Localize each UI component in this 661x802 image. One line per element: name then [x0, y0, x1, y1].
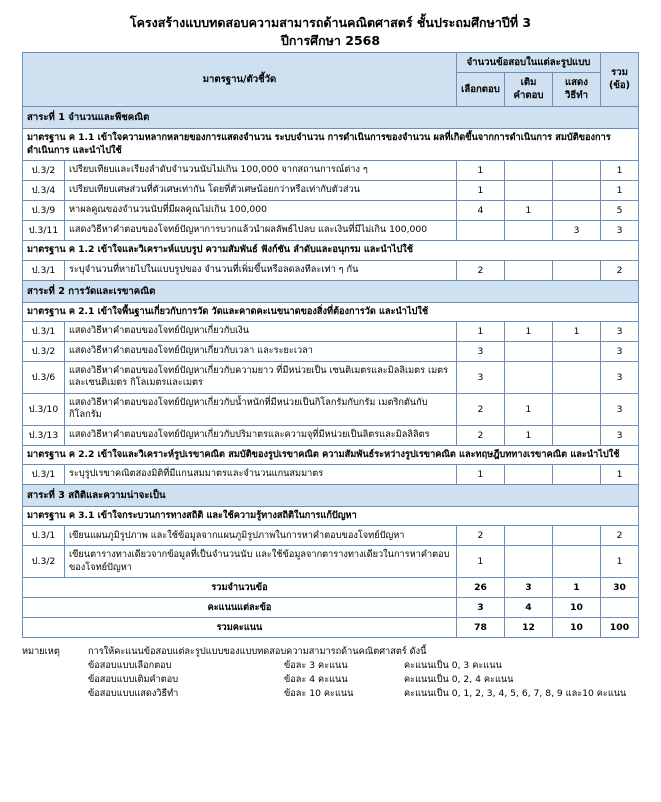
- indicator-description: เขียนตารางทางเดียวจากข้อมูลที่เป็นจำนวนนับ และใช้ข้อมูลจากตารางทางเดียวในการหาคำตอบของโจทย์ปัญหา: [65, 546, 457, 578]
- count-show: [552, 361, 600, 393]
- title-line-1: โครงสร้างแบบทดสอบความสามารถด้านคณิตศาสตร์ ชั้นประถมศึกษาปีที่ 3: [129, 15, 532, 30]
- count-show: [552, 425, 600, 445]
- indicator-description: เปรียบเทียบและเรียงลำดับจำนวนนับไม่เกิน 100,000 จากสถานการณ์ต่าง ๆ: [65, 161, 457, 181]
- note-scale: คะแนนเป็น 0, 1, 2, 3, 4, 5, 6, 7, 8, 9 และ10 คะแนน: [404, 687, 627, 699]
- indicator-code: ป.3/1: [23, 321, 65, 341]
- summary-fill: 12: [504, 618, 552, 638]
- summary-fill: 3: [504, 578, 552, 598]
- count-choice: 4: [456, 201, 504, 221]
- standard-row: [23, 507, 639, 526]
- table-row: [23, 341, 639, 361]
- count-fill: [504, 161, 552, 181]
- indicator-code: ป.3/11: [23, 221, 65, 241]
- count-show: [552, 201, 600, 221]
- header-total: [601, 53, 639, 107]
- count-fill: [504, 361, 552, 393]
- indicator-code: ป.3/9: [23, 201, 65, 221]
- count-fill: [504, 546, 552, 578]
- summary-choice: 3: [456, 598, 504, 618]
- notes-intro: การให้คะแนนข้อสอบแต่ละรูปแบบของแบบทดสอบความสามารถด้านคณิตศาสตร์ ดังนี้: [88, 646, 427, 658]
- summary-total: [601, 598, 639, 618]
- count-show: [552, 341, 600, 361]
- strand-label: สาระที่ 2 การวัดและเรขาคณิต: [23, 280, 639, 302]
- table-row: [23, 161, 639, 181]
- table-row: [23, 260, 639, 280]
- summary-row: [23, 598, 639, 618]
- notes-section: [22, 645, 639, 700]
- count-show: [552, 181, 600, 201]
- standard-row: [23, 302, 639, 321]
- notes-heading: หมายเหตุ: [22, 646, 60, 658]
- note-scale: คะแนนเป็น 0, 3 คะแนน: [404, 660, 502, 672]
- table-row: [23, 425, 639, 445]
- table-row: [23, 181, 639, 201]
- indicator-description: ระบุจำนวนที่หายไปในแบบรูปของ จำนวนที่เพิ่มขึ้นหรือลดลงทีละเท่า ๆ กัน: [65, 260, 457, 280]
- strand-label: สาระที่ 3 สถิติและความน่าจะเป็น: [23, 485, 639, 507]
- count-fill: [504, 181, 552, 201]
- indicator-code: ป.3/1: [23, 526, 65, 546]
- count-fill: [504, 526, 552, 546]
- indicator-description: หาผลคูณของจำนวนนับที่มีผลคูณไม่เกิน 100,000: [65, 201, 457, 221]
- count-choice: 3: [456, 341, 504, 361]
- summary-label: รวมคะแนน: [23, 618, 457, 638]
- note-points: ข้อละ 4 คะแนน: [284, 673, 348, 685]
- count-show: [552, 526, 600, 546]
- note-type: ข้อสอบแบบเลือกตอบ: [88, 660, 172, 672]
- strand-label: สาระที่ 1 จำนวนและพีชคณิต: [23, 107, 639, 129]
- test-structure-table: [22, 52, 639, 638]
- note-line: [88, 687, 639, 701]
- table-row: [23, 526, 639, 546]
- count-fill: 1: [504, 321, 552, 341]
- count-fill: [504, 465, 552, 485]
- summary-choice: 26: [456, 578, 504, 598]
- note-line: [88, 673, 639, 687]
- indicator-code: ป.3/1: [23, 465, 65, 485]
- indicator-code: ป.3/2: [23, 341, 65, 361]
- strand-row: [23, 485, 639, 507]
- indicator-code: ป.3/2: [23, 546, 65, 578]
- count-choice: 2: [456, 260, 504, 280]
- notes-lines: [88, 659, 639, 700]
- standard-row: [23, 445, 639, 464]
- summary-total: 30: [601, 578, 639, 598]
- indicator-description: แสดงวิธีหาคำตอบของโจทย์ปัญหาการบวกแล้วนำผลลัพธ์ไปลบ และเงินที่มีไม่เกิน 100,000: [65, 221, 457, 241]
- count-total: 1: [601, 546, 639, 578]
- count-total: 3: [601, 221, 639, 241]
- count-total: 5: [601, 201, 639, 221]
- note-scale: คะแนนเป็น 0, 2, 4 คะแนน: [404, 673, 514, 685]
- table-body: [23, 107, 639, 638]
- indicator-code: ป.3/1: [23, 260, 65, 280]
- note-type: ข้อสอบแบบแสดงวิธีทำ: [88, 687, 179, 699]
- count-choice: 1: [456, 465, 504, 485]
- count-show: [552, 546, 600, 578]
- count-total: 3: [601, 425, 639, 445]
- summary-show: 1: [552, 578, 600, 598]
- standard-label: มาตรฐาน ค 3.1 เข้าใจกระบวนการทางสถิติ และใช้ความรู้ทางสถิติในการแก้ปัญหา: [23, 507, 639, 526]
- note-points: ข้อละ 10 คะแนน: [284, 687, 354, 699]
- count-total: 3: [601, 321, 639, 341]
- summary-choice: 78: [456, 618, 504, 638]
- indicator-code: ป.3/2: [23, 161, 65, 181]
- table-row: [23, 201, 639, 221]
- count-fill: [504, 221, 552, 241]
- count-choice: 1: [456, 546, 504, 578]
- indicator-code: ป.3/4: [23, 181, 65, 201]
- count-total: 1: [601, 181, 639, 201]
- table-row: [23, 465, 639, 485]
- count-choice: 2: [456, 393, 504, 425]
- count-show: 1: [552, 321, 600, 341]
- count-show: [552, 161, 600, 181]
- count-fill: 1: [504, 393, 552, 425]
- count-choice: 1: [456, 321, 504, 341]
- count-choice: 2: [456, 425, 504, 445]
- indicator-description: เขียนแผนภูมิรูปภาพ และใช้ข้อมูลจากแผนภูมิรูปภาพในการหาคำตอบของโจทย์ปัญหา: [65, 526, 457, 546]
- note-line: [88, 659, 639, 673]
- count-show: 3: [552, 221, 600, 241]
- indicator-description: แสดงวิธีหาคำตอบของโจทย์ปัญหาเกี่ยวกับเงิน: [65, 321, 457, 341]
- standard-label: มาตรฐาน ค 1.1 เข้าใจความหลากหลายของการแสดงจำนวน ระบบจำนวน การดำเนินการของจำนวน ผลที่เกิดขึ้นจากการดำเนินการ สมบัติของการดำเนินการ และนำไปใช้: [23, 129, 639, 161]
- standard-label: มาตรฐาน ค 2.1 เข้าใจพื้นฐานเกี่ยวกับการวัด วัดและคาดคะเนขนาดของสิ่งที่ต้องการวัด และนำไปใช้: [23, 302, 639, 321]
- header-standard: มาตรฐาน/ตัวชี้วัด: [23, 53, 457, 107]
- table-row: [23, 393, 639, 425]
- note-points: ข้อละ 3 คะแนน: [284, 660, 348, 672]
- count-choice: 1: [456, 161, 504, 181]
- header-total-line1: รวม: [611, 67, 628, 79]
- indicator-description: เปรียบเทียบเศษส่วนที่ตัวเศษเท่ากัน โดยที่ตัวเศษน้อยกว่าหรือเท่ากับตัวส่วน: [65, 181, 457, 201]
- summary-label: รวมจำนวนข้อ: [23, 578, 457, 598]
- summary-total: 100: [601, 618, 639, 638]
- standard-row: [23, 129, 639, 161]
- count-total: 3: [601, 341, 639, 361]
- note-type: ข้อสอบแบบเติมคำตอบ: [88, 673, 179, 685]
- table-row: [23, 546, 639, 578]
- standard-row: [23, 241, 639, 260]
- count-fill: 1: [504, 201, 552, 221]
- count-show: [552, 393, 600, 425]
- header-fill: เติม คำตอบ: [504, 73, 552, 107]
- count-total: 1: [601, 465, 639, 485]
- count-total: 3: [601, 393, 639, 425]
- summary-label: คะแนนแต่ละข้อ: [23, 598, 457, 618]
- strand-row: [23, 107, 639, 129]
- count-choice: 3: [456, 361, 504, 393]
- indicator-description: แสดงวิธีหาคำตอบของโจทย์ปัญหาเกี่ยวกับน้ำหนักที่มีหน่วยเป็นกิโลกรัมกับกรัม เมตริกตันกับกิโลกรัม: [65, 393, 457, 425]
- count-choice: 2: [456, 526, 504, 546]
- summary-fill: 4: [504, 598, 552, 618]
- count-fill: [504, 260, 552, 280]
- indicator-description: แสดงวิธีหาคำตอบของโจทย์ปัญหาเกี่ยวกับความยาว ที่มีหน่วยเป็น เซนติเมตรและมิลลิเมตร เมตรและเซนติเมตร กิโลเมตรและเมตร: [65, 361, 457, 393]
- count-fill: [504, 341, 552, 361]
- count-fill: 1: [504, 425, 552, 445]
- indicator-description: ระบุรูปเรขาคณิตสองมิติที่มีแกนสมมาตรและจำนวนแกนสมมาตร: [65, 465, 457, 485]
- summary-row: [23, 618, 639, 638]
- count-total: 2: [601, 526, 639, 546]
- header-group: จำนวนข้อสอบในแต่ละรูปแบบ: [456, 53, 600, 73]
- indicator-description: แสดงวิธีหาคำตอบของโจทย์ปัญหาเกี่ยวกับปริมาตรและความจุที่มีหน่วยเป็นลิตรและมิลลิลิตร: [65, 425, 457, 445]
- summary-show: 10: [552, 618, 600, 638]
- indicator-code: ป.3/6: [23, 361, 65, 393]
- count-show: [552, 465, 600, 485]
- page-title: [22, 14, 639, 50]
- count-total: 3: [601, 361, 639, 393]
- indicator-code: ป.3/13: [23, 425, 65, 445]
- count-total: 2: [601, 260, 639, 280]
- table-row: [23, 361, 639, 393]
- summary-row: [23, 578, 639, 598]
- summary-show: 10: [552, 598, 600, 618]
- count-choice: [456, 221, 504, 241]
- table-row: [23, 221, 639, 241]
- table-row: [23, 321, 639, 341]
- count-total: 1: [601, 161, 639, 181]
- strand-row: [23, 280, 639, 302]
- header-show: แสดง วิธีทำ: [552, 73, 600, 107]
- standard-label: มาตรฐาน ค 1.2 เข้าใจและวิเคราะห์แบบรูป ความสัมพันธ์ ฟังก์ชัน ลำดับและอนุกรม และนำไปใช้: [23, 241, 639, 260]
- header-choice: เลือกตอบ: [456, 73, 504, 107]
- header-total-line2: (ข้อ): [608, 79, 631, 91]
- standard-label: มาตรฐาน ค 2.2 เข้าใจและวิเคราะห์รูปเรขาคณิต สมบัติของรูปเรขาคณิต ความสัมพันธ์ระหว่างรูปเรขาคณิต และทฤษฎีบททางเรขาคณิต และนำไปใช้: [23, 445, 639, 464]
- count-choice: 1: [456, 181, 504, 201]
- title-line-2: ปีการศึกษา 2568: [280, 33, 381, 49]
- count-show: [552, 260, 600, 280]
- indicator-code: ป.3/10: [23, 393, 65, 425]
- indicator-description: แสดงวิธีหาคำตอบของโจทย์ปัญหาเกี่ยวกับเวลา และระยะเวลา: [65, 341, 457, 361]
